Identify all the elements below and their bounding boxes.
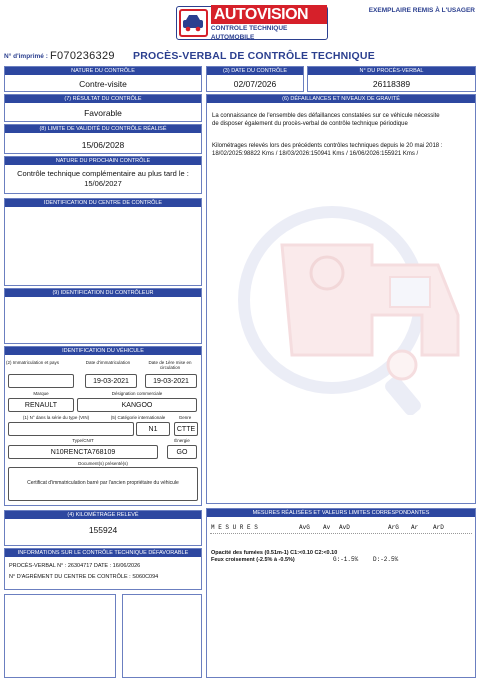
- defaillances-label: (6) DÉFAILLANCES ET NIVEAUX DE GRAVITÉ: [207, 95, 475, 103]
- categorie-label: (5) Catégorie internationale: [110, 415, 166, 420]
- immat-label: (2) Immatriculation et pays: [6, 360, 60, 365]
- stamp-box-left: [4, 594, 116, 678]
- genre-label: Genre: [178, 415, 192, 420]
- denomination-label: Désignation commerciale: [111, 391, 163, 396]
- resultat-label: (7) RÉSULTAT DU CONTRÔLE: [5, 95, 201, 103]
- limite-label: (8) LIMITE DE VALIDITÉ DU CONTRÔLE RÉALISÉ: [5, 125, 201, 133]
- pv-number-box: [307, 66, 476, 92]
- autovision-watermark: [222, 205, 478, 415]
- defaillances-para2-line2: 18/02/2025:98822 Kms / 18/03/2026:150941 Kms / 16/06/2026:155921 Kms /: [212, 151, 419, 157]
- mesures-header: M E S U R E S: [211, 524, 258, 531]
- limite-value: 15/06/2028: [81, 140, 125, 150]
- resultat-box: [4, 94, 202, 122]
- date-mise-label-line2: circulation: [159, 365, 181, 370]
- autovision-logo: [176, 6, 328, 40]
- docs-label: Document(s) présenté(s): [78, 461, 128, 466]
- categorie-field: N1: [136, 422, 170, 436]
- imprime-number: F070236329: [50, 50, 115, 62]
- mesures-col-avd: AvD: [339, 524, 350, 531]
- controleur-box: [4, 288, 202, 344]
- centre-label: IDENTIFICATION DU CENTRE DE CONTRÔLE: [5, 199, 201, 207]
- imprime-label: N° d'imprimé :: [4, 53, 48, 60]
- vin-field: [8, 422, 134, 436]
- opacite-line: Opacité des fumées (0.51m-1) C1:<0.10 C2:<0.10: [211, 550, 338, 556]
- mesures-col-ard: ArD: [433, 524, 444, 531]
- mesures-divider: [210, 533, 472, 534]
- nature-label: NATURE DU CONTRÔLE: [5, 67, 201, 75]
- nature-value: Contre-visite: [79, 79, 127, 89]
- defaillances-para2-line1: Kilométrages relevés lors des précédents contrôles techniques depuis le 20 mai 2018 :: [212, 143, 443, 149]
- km-box: [4, 510, 202, 546]
- brand-name: AUTOVISION: [211, 5, 327, 24]
- date-mise-field: 19-03-2021: [145, 374, 197, 388]
- date-controle-box: [206, 66, 304, 92]
- date-controle-value: 02/07/2026: [233, 79, 277, 89]
- exemplaire-note: EXEMPLAIRE REMIS À L'USAGER: [368, 7, 475, 14]
- brand-subtitle: CONTROLE TECHNIQUE AUTOMOBILE: [210, 24, 288, 41]
- date-immat-field: 19-03-2021: [85, 374, 137, 388]
- prochain-box: [4, 156, 202, 194]
- limite-box: [4, 124, 202, 154]
- defaillances-para1-line2: de disposer également du procès-verbal de contrôle technique périodique: [212, 121, 408, 127]
- vehicule-label: IDENTIFICATION DU VÉHICULE: [5, 347, 201, 355]
- energie-field: GO: [167, 445, 197, 459]
- feux-g-value: G:-1.5%: [333, 556, 359, 563]
- feux-label: Feux croisement (-2.5% à -0.5%): [211, 557, 295, 563]
- vin-label: (1) N° dans la série du type (VIN): [22, 415, 90, 420]
- genre-field: CTTE: [174, 422, 198, 436]
- resultat-value: Favorable: [84, 108, 122, 118]
- car-logo-icon: [179, 9, 208, 37]
- vehicule-box: [4, 346, 202, 506]
- controleur-label: (9) IDENTIFICATION DU CONTRÔLEUR: [5, 289, 201, 297]
- energie-label: Énergie: [174, 438, 190, 443]
- date-immat-label: Date d'immatriculation: [85, 360, 131, 365]
- marque-label: Marque: [33, 391, 49, 396]
- docs-value: Certificat d'immatriculation barré par l'ancien propriétaire du véhicule: [27, 480, 179, 486]
- page-title: PROCÈS-VERBAL DE CONTRÔLE TECHNIQUE: [133, 50, 375, 62]
- stamp-box-right: [122, 594, 202, 678]
- mesures-col-av: Av: [323, 524, 331, 531]
- pv-number-value: 26118389: [372, 79, 411, 89]
- pv-number-label: N° DU PROCÈS-VERBAL: [308, 67, 475, 75]
- type-label: Type/CNIT: [72, 438, 94, 443]
- prochain-line2: 15/06/2027: [84, 179, 122, 188]
- date-controle-label: (3) DATE DU CONTRÔLE: [207, 67, 303, 75]
- defavorable-label: INFORMATIONS SUR LE CONTRÔLE TECHNIQUE DÉFAVORABLE: [5, 549, 201, 557]
- km-value: 155924: [88, 525, 118, 535]
- defavorable-line2: N° D'AGRÉMENT DU CENTRE DE CONTRÔLE : S060C094: [9, 574, 159, 580]
- mesures-label: MESURES RÉALISÉES ET VALEURS LIMITES CORRESPONDANTES: [207, 509, 475, 517]
- prochain-label: NATURE DU PROCHAIN CONTRÔLE: [5, 157, 201, 165]
- mesures-col-arg: ArG: [388, 524, 399, 531]
- mesures-col-avg: AvG: [299, 524, 310, 531]
- mesures-col-ar: Ar: [411, 524, 419, 531]
- immat-field: [8, 374, 74, 388]
- marque-field: RENAULT: [8, 398, 74, 412]
- km-label: (4) KILOMÉTRAGE RELEVÉ: [5, 511, 201, 519]
- feux-d-value: D:-2.5%: [373, 556, 399, 563]
- date-mise-label-line1: Date de 1ère mise en: [148, 360, 192, 365]
- defaillances-para1-line1: La connaissance de l'ensemble des défaillances constatées sur ce véhicule nécessite: [212, 113, 440, 119]
- centre-box: [4, 198, 202, 286]
- prochain-line1: Contrôle technique complémentaire au plus tard le :: [17, 169, 189, 178]
- denomination-field: KANGOO: [77, 398, 197, 412]
- type-field: N10RENCTA768109: [8, 445, 158, 459]
- defavorable-box: [4, 548, 202, 590]
- nature-box: [4, 66, 202, 92]
- mesures-box: [206, 508, 476, 678]
- defavorable-line1: PROCÈS-VERBAL N° : 26304717 DATE : 16/06/2026: [9, 563, 141, 569]
